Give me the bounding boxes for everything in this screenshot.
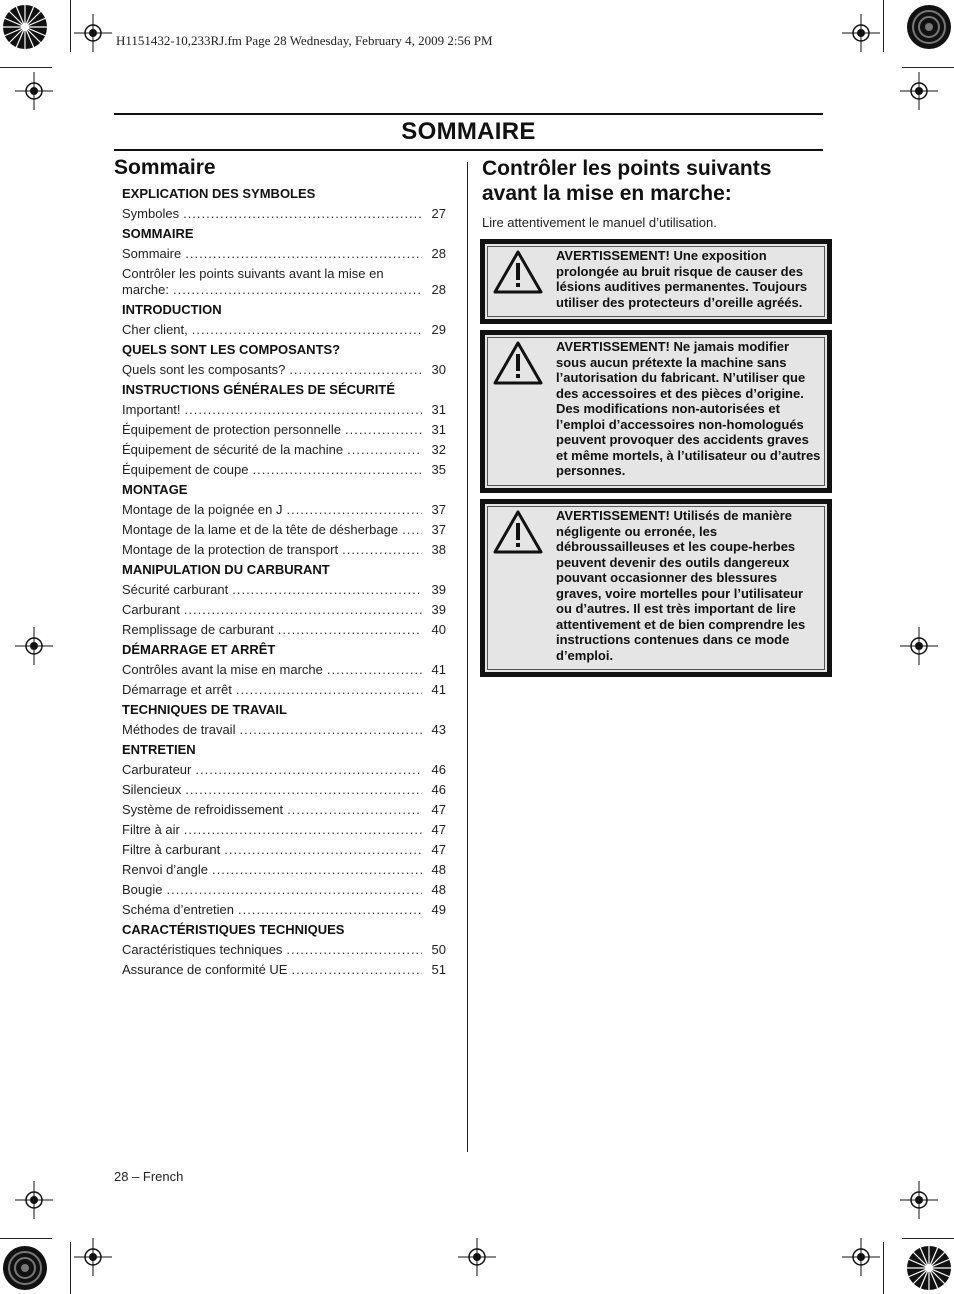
sunburst-mark-icon [904, 2, 954, 52]
toc-page-number: 37 [431, 522, 446, 537]
toc-dot-leader [252, 462, 422, 478]
toc-dot-leader [224, 842, 422, 858]
toc-entry-label: Contrôles avant la mise en marche [122, 662, 323, 677]
toc-dot-leader [291, 962, 422, 978]
toc-dot-leader [166, 882, 422, 898]
toc-dot-leader [286, 942, 422, 958]
toc-dot-leader [192, 322, 422, 338]
title-rule-bottom [114, 149, 823, 151]
toc-page-number: 43 [431, 722, 446, 737]
toc-page-number: 35 [431, 462, 446, 477]
toc-dot-leader [185, 246, 422, 262]
toc-entry-label: Renvoi d’angle [122, 862, 209, 877]
toc-dot-leader [173, 282, 422, 298]
toc-entry-label: Contrôler les points suivants avant la mise en [122, 266, 384, 281]
sunburst-mark-icon [904, 1243, 954, 1293]
toc-page-number: 49 [431, 902, 446, 917]
title-rule-top [114, 113, 823, 115]
toc-entry[interactable] [122, 522, 446, 542]
sunburst-mark-icon [0, 1243, 50, 1293]
toc-entry[interactable] [122, 782, 446, 802]
intro-text: Lire attentivement le manuel d’utilisation. [482, 215, 717, 230]
toc-entry-label: Remplissage de carburant [122, 622, 274, 637]
toc-page-number: 47 [431, 842, 446, 857]
toc-dot-leader [286, 502, 422, 518]
registration-mark-icon [900, 627, 938, 665]
toc-entry[interactable] [122, 442, 446, 462]
toc-page-number: 48 [431, 862, 446, 877]
toc-entry[interactable] [122, 462, 446, 482]
toc-entry[interactable] [122, 682, 446, 702]
toc-page-number: 31 [431, 422, 446, 437]
toc-dot-leader [289, 362, 422, 378]
toc-page-number: 46 [431, 762, 446, 777]
toc-page-number: 47 [431, 802, 446, 817]
toc-entry-label: Carburateur [122, 762, 192, 777]
toc-section-title: INTRODUCTION [122, 302, 222, 317]
toc-page-number: 39 [431, 582, 446, 597]
toc-page-number: 50 [431, 942, 446, 957]
toc-entry-label: marche: [122, 282, 169, 297]
warning-text: AVERTISSEMENT! Une exposition prolongée au bruit risque de causer des lésions auditives permanentes. Toujours utiliser des protecteurs d’oreille agréés. [556, 248, 808, 310]
toc-dot-leader [184, 602, 422, 618]
toc-entry[interactable] [122, 802, 446, 822]
toc-page-number: 28 [431, 282, 446, 297]
toc-dot-leader [342, 542, 422, 558]
toc-page-number: 39 [431, 602, 446, 617]
page-footer: 28 – French [114, 1169, 184, 1184]
warning-triangle-icon [493, 341, 543, 385]
toc-entry-label: Quels sont les composants? [122, 362, 286, 377]
toc-entry[interactable] [122, 422, 446, 442]
toc-entry[interactable] [122, 542, 446, 562]
toc-dot-leader [183, 206, 422, 222]
toc-entry-label: Important! [122, 402, 181, 417]
toc-section-title: QUELS SONT LES COMPOSANTS? [122, 342, 341, 357]
toc-entry-label: Montage de la poignée en J [122, 502, 283, 517]
toc-section-title: CARACTÉRISTIQUES TECHNIQUES [122, 922, 345, 937]
toc-page-number: 27 [431, 206, 446, 221]
toc-entry[interactable] [122, 662, 446, 682]
toc-page-number: 48 [431, 882, 446, 897]
toc-entry-label: Filtre à air [122, 822, 180, 837]
toc-entry[interactable] [122, 502, 446, 522]
toc-entry[interactable] [122, 622, 446, 642]
toc-dot-leader [232, 582, 422, 598]
toc-entry-label: Équipement de protection personnelle [122, 422, 341, 437]
registration-mark-icon [74, 14, 112, 52]
toc-entry[interactable] [122, 402, 446, 422]
toc-page-number: 30 [431, 362, 446, 377]
toc-page-number: 31 [431, 402, 446, 417]
registration-mark-icon [842, 1238, 880, 1276]
toc-entry-label: Assurance de conformité UE [122, 962, 288, 977]
toc-entry[interactable] [122, 322, 446, 342]
toc-dot-leader [185, 402, 422, 418]
toc-entry-label: Symboles [122, 206, 180, 221]
registration-mark-icon [74, 1238, 112, 1276]
toc-page-number: 51 [431, 962, 446, 977]
page-title: SOMMAIRE [401, 118, 536, 145]
registration-mark-icon [15, 1181, 53, 1219]
toc-page-number: 38 [431, 542, 446, 557]
toc-section-title: EXPLICATION DES SYMBOLES [122, 186, 316, 201]
toc-entry[interactable] [122, 822, 446, 842]
table-of-contents [122, 186, 446, 982]
toc-entry[interactable] [122, 206, 446, 226]
toc-entry-label: Montage de la lame et de la tête de désherbage [122, 522, 399, 537]
toc-page-number: 46 [431, 782, 446, 797]
toc-entry-label: Cher client, [122, 322, 188, 337]
warning-triangle-icon [493, 250, 543, 294]
warning-box [480, 330, 832, 493]
toc-entry-label: Système de refroidissement [122, 802, 284, 817]
toc-section-title: DÉMARRAGE ET ARRÊT [122, 642, 276, 657]
warning-box [480, 239, 832, 324]
toc-entry-label: Bougie [122, 882, 163, 897]
toc-page-number: 47 [431, 822, 446, 837]
registration-mark-icon [15, 627, 53, 665]
registration-mark-icon [15, 72, 53, 110]
toc-section-title: TECHNIQUES DE TRAVAIL [122, 702, 287, 717]
toc-entry[interactable] [122, 246, 446, 266]
toc-entry-label: Montage de la protection de transport [122, 542, 339, 557]
toc-dot-leader [287, 802, 422, 818]
toc-entry[interactable] [122, 862, 446, 882]
toc-dot-leader [327, 662, 422, 678]
toc-page-number: 41 [431, 662, 446, 677]
toc-dot-leader [185, 782, 422, 798]
toc-page-number: 37 [431, 502, 446, 517]
toc-entry-label: Démarrage et arrêt [122, 682, 232, 697]
toc-entry[interactable] [122, 602, 446, 622]
toc-dot-leader [347, 442, 422, 458]
warning-text: AVERTISSEMENT! Ne jamais modifier sous aucun prétexte la machine sans l’autorisation du fabricant. N’utiliser que des accessoires et des pièces d’origine. Des modifications non-autorisées et l’emploi d’accessoires non-homologués peuvent provoquer des accidents graves et même mortels, à l’utilisateur ou d’autres personnes. [556, 339, 821, 478]
toc-dot-leader [345, 422, 422, 438]
registration-mark-icon [842, 14, 880, 52]
toc-entry[interactable] [122, 762, 446, 782]
warning-triangle-icon [493, 510, 543, 554]
file-header-line: H1151432-10,233RJ.fm Page 28 Wednesday, February 4, 2009 2:56 PM [116, 33, 493, 48]
toc-section-title: MANIPULATION DU CARBURANT [122, 562, 330, 577]
toc-entry[interactable] [122, 722, 446, 742]
toc-entry-label: Filtre à carburant [122, 842, 221, 857]
toc-entry-label: Sommaire [122, 246, 182, 261]
toc-entry[interactable] [122, 882, 446, 902]
toc-dot-leader [278, 622, 422, 638]
registration-mark-icon [900, 72, 938, 110]
toc-heading: Sommaire [114, 156, 216, 179]
toc-section-title: INSTRUCTIONS GÉNÉRALES DE SÉCURITÉ [122, 382, 396, 397]
toc-page-number: 29 [431, 322, 446, 337]
toc-entry[interactable] [122, 266, 446, 302]
toc-section-title: ENTRETIEN [122, 742, 196, 757]
toc-section-title: SOMMAIRE [122, 226, 194, 241]
toc-dot-leader [212, 862, 422, 878]
toc-entry[interactable] [122, 582, 446, 602]
toc-page-number: 32 [431, 442, 446, 457]
toc-page-number: 40 [431, 622, 446, 637]
toc-dot-leader [239, 722, 422, 738]
toc-entry-label: Sécurité carburant [122, 582, 229, 597]
registration-mark-icon [458, 1238, 496, 1276]
toc-entry-label: Équipement de coupe [122, 462, 249, 477]
toc-entry[interactable] [122, 942, 446, 962]
toc-entry[interactable] [122, 902, 446, 922]
column-divider [467, 162, 468, 1152]
warning-box [480, 499, 832, 677]
toc-entry-label: Silencieux [122, 782, 182, 797]
toc-dot-leader [195, 762, 422, 778]
toc-entry-label: Schéma d’entretien [122, 902, 235, 917]
toc-entry-label: Méthodes de travail [122, 722, 236, 737]
toc-entry-label: Carburant [122, 602, 180, 617]
toc-entry[interactable] [122, 362, 446, 382]
toc-entry[interactable] [122, 842, 446, 862]
toc-dot-leader [236, 682, 422, 698]
toc-page-number: 28 [431, 246, 446, 261]
warning-text: AVERTISSEMENT! Utilisés de manière négligente ou erronée, les débroussailleuses et les coupe-herbes peuvent devenir des outils dangereux pouvant occasionner des blessures graves, voire mortelles pour l’utilisateur ou d’autres. Il est très important de lire attentivement et de bien comprendre les instructions contenues dans ce mode d’emploi. [556, 508, 806, 663]
toc-entry-label: Caractéristiques techniques [122, 942, 283, 957]
toc-entry-label: Équipement de sécurité de la machine [122, 442, 344, 457]
toc-dot-leader [238, 902, 422, 918]
toc-section-title: MONTAGE [122, 482, 188, 497]
section-heading: Contrôler les points suivants avant la mise en marche: [482, 157, 772, 205]
toc-dot-leader [184, 822, 422, 838]
toc-dot-leader [402, 522, 422, 538]
toc-entry[interactable] [122, 962, 446, 982]
sunburst-mark-icon [0, 2, 50, 52]
registration-mark-icon [900, 1181, 938, 1219]
toc-page-number: 41 [431, 682, 446, 697]
